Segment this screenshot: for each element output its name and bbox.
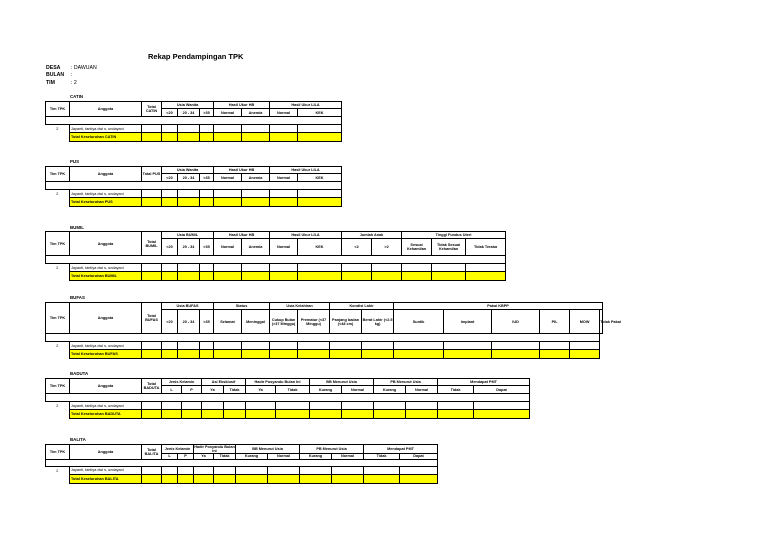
header-posyandu-tidak: Tidak [214, 453, 236, 459]
header-status-meninggal: Meninggal [242, 310, 270, 334]
header-total: Total BALITA [142, 445, 162, 460]
header-panjang-badan: Panjang badan (<48 cm) [330, 310, 362, 334]
header-pb-kurang: Kurang [300, 453, 332, 459]
header-usia: Usia Wanita [162, 102, 214, 109]
header-bb-usia: BB Menurut Usia [310, 379, 374, 386]
row-tim-number: 2 [56, 265, 59, 270]
header-age-20-34: 20 - 34 [178, 310, 200, 334]
header-age-lt20: <20 [162, 109, 178, 117]
header-total: Total BUMIL [142, 232, 162, 256]
header-tfu-sesuai: Sesuai Kehamilan [402, 239, 432, 256]
section-title-bumil: BUMIL [70, 225, 84, 230]
header-lila-normal: Normal [270, 109, 298, 117]
header-posyandu: Hadir Posyandu Bulan Ini [194, 445, 235, 453]
section-title-baduta: BADUTA [70, 371, 89, 376]
row-members: Jayanti, tantiya dwi s, undayani [70, 190, 142, 198]
header-jk-l: L [162, 453, 178, 459]
header-asi-tidak: Tidak [224, 386, 246, 394]
total-row-label: Total Keseluruhan BUMIL [70, 272, 142, 281]
header-hb-normal: Normal [214, 109, 242, 117]
header-usia: Usia BUMIL [162, 232, 214, 239]
total-row-label: Total Keseluruhan PUS [70, 198, 142, 207]
page-title: Rekap Pendampingan TPK [148, 52, 244, 61]
header-tim-tpk: Tim TPK [46, 445, 70, 460]
header-hb-normal: Normal [214, 239, 242, 256]
header-pmt-dapat: Dapat [400, 453, 438, 459]
section-title-pus: PUS [70, 159, 80, 164]
header-anggota: Anggota [70, 379, 142, 394]
header-lila: Hasil Ukur LILA [270, 232, 342, 239]
header-total: Total BUFAS [142, 303, 162, 334]
total-row-label: Total Keseluruhan CATIN [70, 133, 142, 142]
header-tim-tpk: Tim TPK [46, 232, 70, 256]
header-lila-kek: KEK [298, 109, 342, 117]
header-status: Status [214, 303, 270, 310]
header-usia: Usia BUFAS [162, 303, 214, 310]
header-jk-l: L [162, 386, 182, 394]
header-anggota: Anggota [70, 232, 142, 256]
header-lila-kek: KEK [298, 239, 342, 256]
header-posyandu-tidak: Tidak [276, 386, 310, 394]
header-asi: Asi Eksklusif [202, 379, 246, 386]
header-hb-anemia: Anemia [242, 109, 270, 117]
baduta-table [45, 378, 530, 419]
header-age-lt20: <20 [162, 310, 178, 334]
header-anggota: Anggota [70, 102, 142, 117]
header-lila-kek: KEK [298, 174, 342, 182]
balita-table [45, 444, 438, 484]
header-posyandu: Hadir Posyandu Bulan Ini [246, 379, 310, 386]
header-age-gt35: >35 [200, 174, 214, 182]
row-tim-number: 2 [56, 403, 59, 408]
header-age-gt35: >35 [200, 109, 214, 117]
header-pb-usia: PB Menurut Usia [374, 379, 438, 386]
header-bb-normal: Normal [268, 453, 300, 459]
section-title-catin: CATIN [70, 94, 84, 99]
header-hb: Hasil Ukur HB [214, 167, 270, 174]
header-anak-lt2: <2 [342, 239, 372, 256]
total-row-label: Total Keseluruhan BUFAS [70, 350, 142, 359]
header-age-lt20: <20 [162, 174, 178, 182]
header-tim-tpk: Tim TPK [46, 102, 70, 117]
header-hb: Hasil Ukur HB [214, 102, 270, 109]
header-posyandu-ya: Ya [194, 453, 214, 459]
header-kondisi-lahir: Kondisi Lahir [330, 303, 394, 310]
total-row-label: Total Keseluruhan BALITA [70, 474, 142, 483]
header-kb-suntik: Suntik [394, 310, 444, 334]
meta-bulan-label: BULAN [46, 72, 65, 78]
header-hb: Hasil Ukur HB [214, 232, 270, 239]
header-anggota: Anggota [70, 445, 142, 460]
header-tim-tpk: Tim TPK [46, 379, 70, 394]
row-members: Jayanti, tantiya dwi s, undayani [70, 125, 142, 133]
header-lila: Hasil Ukur LILA [270, 102, 342, 109]
header-age-20-34: 20 - 34 [178, 239, 200, 256]
row-members: Jayanti, tantiya dwi s, undayani [70, 264, 142, 272]
row-members: Jayanti, tantiya dwi s, undayani [70, 466, 142, 474]
header-anggota: Anggota [70, 167, 142, 182]
header-jumlah-anak: Jumlah Anak [342, 232, 402, 239]
header-anggota: Anggota [70, 303, 142, 334]
header-prematur: Prematur (<37 Minggu) [298, 310, 330, 334]
header-bb-usia: BB Menurut Usia [236, 445, 300, 454]
header-hb-anemia: Anemia [242, 239, 270, 256]
header-age-20-34: 20 - 34 [178, 174, 200, 182]
header-age-20-34: 20 - 34 [178, 109, 200, 117]
row-tim-number: 2 [56, 191, 59, 196]
header-cukup-bulan: Cukup Bulan (>37 Minggu) [270, 310, 298, 334]
header-kb-iud: IUD [492, 310, 540, 334]
header-pb-usia: PB Menurut Usia [300, 445, 364, 454]
header-anak-gt2: >2 [372, 239, 402, 256]
header-posyandu-ya: Ya [246, 386, 276, 394]
header-berat-lahir: Berat Lahir (<2.5 kg) [362, 310, 394, 334]
meta-tim-label: TIM [46, 80, 55, 86]
header-lila-normal: Normal [270, 239, 298, 256]
header-tim-tpk: Tim TPK [46, 167, 70, 182]
section-title-bufas: BUFAS [70, 295, 85, 300]
header-usia: Usia Wanita [162, 167, 214, 174]
header-pmt-tidak: Tidak [438, 386, 474, 394]
header-pmt-tidak: Tidak [364, 453, 400, 459]
meta-desa-label: DESA [46, 65, 61, 71]
meta-tim-value: : 2 [71, 80, 77, 86]
header-kb-tidak-pakai: Tidak Pakai [600, 310, 603, 334]
header-kbpp: Pakai KBPP [394, 303, 603, 310]
header-jk-p: P [182, 386, 202, 394]
bufas-table [45, 302, 621, 359]
header-age-gt35: >35 [200, 239, 214, 256]
bumil-table [45, 231, 506, 281]
header-jk-p: P [178, 453, 194, 459]
header-kelahiran: Usia Kelahiran [270, 303, 330, 310]
header-pb-normal: Normal [406, 386, 438, 394]
header-kb-mow: MOW [570, 310, 600, 334]
header-tfu: Tinggi Fundus Uteri [402, 232, 506, 239]
header-asi-ya: Ya [202, 386, 224, 394]
header-hb-anemia: Anemia [242, 174, 270, 182]
header-kb-implant: Implant [444, 310, 492, 334]
header-tfu-tidak-sesuai: Tidak Sesuai Kehamilan [432, 239, 466, 256]
total-row-label: Total Keseluruhan BADUTA [70, 410, 142, 419]
header-pmt: Mendapat PMT [438, 379, 530, 386]
header-lila-normal: Normal [270, 174, 298, 182]
header-pmt: Mendapat PMT [364, 445, 438, 454]
header-hb-normal: Normal [214, 174, 242, 182]
header-age-lt20: <20 [162, 239, 178, 256]
header-jenis-kelamin: Jenis Kelamin [162, 379, 202, 386]
header-tfu-tidak-teraba: Tidak Teraba [466, 239, 506, 256]
row-members: Jayanti, tantiya dwi s, undayani [70, 402, 142, 410]
catin-table [45, 101, 342, 142]
row-members: Jayanti, tantiya dwi s, undayani [70, 342, 142, 350]
header-pb-kurang: Kurang [374, 386, 406, 394]
header-total: Total BADUTA [142, 379, 162, 394]
header-bb-normal: Normal [342, 386, 374, 394]
header-age-gt35: >35 [200, 310, 214, 334]
pus-table [45, 166, 342, 207]
header-pmt-dapat: Dapat [474, 386, 530, 394]
row-tim-number: 2 [56, 468, 59, 473]
meta-desa-value: : DAWUAN [71, 65, 97, 71]
row-tim-number: 2 [56, 343, 59, 348]
meta-bulan-value: : [71, 72, 73, 78]
header-kb-pil: PIL [540, 310, 570, 334]
header-lila: Hasil Ukur LILA [270, 167, 342, 174]
row-tim-number: 2 [56, 126, 59, 131]
header-total: Total PUS [142, 167, 162, 182]
header-tim-tpk: Tim TPK [46, 303, 70, 334]
header-jenis-kelamin: Jenis Kelamin [162, 445, 194, 454]
header-total: Total CATIN [142, 102, 162, 117]
header-status-selamat: Selamat [214, 310, 242, 334]
header-bb-kurang: Kurang [236, 453, 268, 459]
section-title-balita: BALITA [70, 437, 86, 442]
header-bb-kurang: Kurang [310, 386, 342, 394]
header-pb-normal: Normal [332, 453, 364, 459]
